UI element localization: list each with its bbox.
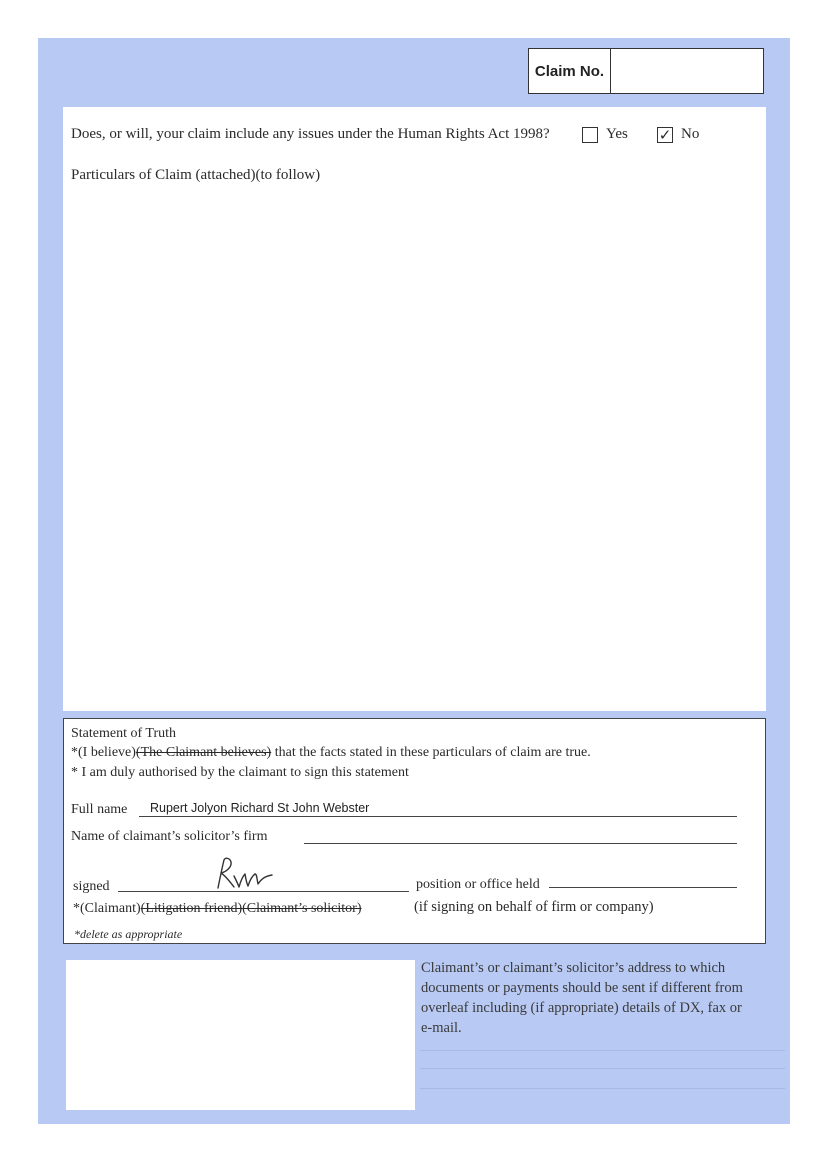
full-name-label: Full name [71,802,128,817]
claim-number-label: Claim No. [529,49,611,93]
divider [420,1068,785,1069]
position-label: position or office held [416,877,540,892]
claim-number-field[interactable] [611,49,763,93]
role-solicitor-struck: (Claimant’s solicitor) [242,901,362,916]
particulars-box [63,107,766,711]
facts-true-text: that the facts stated in these particulars of claim are true. [271,745,591,760]
signature-image [210,854,280,894]
no-label: No [681,126,700,142]
yes-option[interactable] [582,126,628,143]
role-line [73,901,362,917]
yes-label: Yes [606,126,628,142]
human-rights-question: Does, or will, your claim include any issues under the Human Rights Act 1998? [71,126,550,142]
firm-label: Name of claimant’s solicitor’s firm [71,829,268,844]
role-litigation-friend-struck: (Litigation friend) [140,901,243,916]
claim-number-box [528,48,764,94]
behalf-note: (if signing on behalf of firm or company) [414,899,654,915]
statement-line-1 [71,745,591,761]
delete-note: *delete as appropriate [74,927,183,941]
no-option[interactable] [657,126,699,143]
no-checkbox[interactable]: ✓ [658,125,672,144]
address-note: Claimant’s or claimant’s solicitor’s address to which documents or payments should be sent if different from overleaf including (if appropriate) details of DX, fax or e-mail. [421,960,743,1036]
divider [420,1088,785,1089]
yes-checkbox[interactable] [582,127,598,143]
signed-label: signed [73,879,110,894]
address-box[interactable] [66,960,415,1110]
full-name-line [139,816,737,817]
role-claimant: *(Claimant) [73,901,141,916]
position-line [549,887,737,888]
claimant-believes-struck: (The Claimant believes) [135,745,272,760]
statement-line-2: * I am duly authorised by the claimant to sign this statement [71,765,409,780]
divider [420,1050,785,1051]
i-believe-text: *(I believe) [71,745,136,760]
particulars-label: Particulars of Claim (attached)(to follow) [71,167,321,183]
statement-title: Statement of Truth [71,726,177,741]
firm-line [304,843,737,844]
full-name-field[interactable]: Rupert Jolyon Richard St John Webster [150,801,370,815]
